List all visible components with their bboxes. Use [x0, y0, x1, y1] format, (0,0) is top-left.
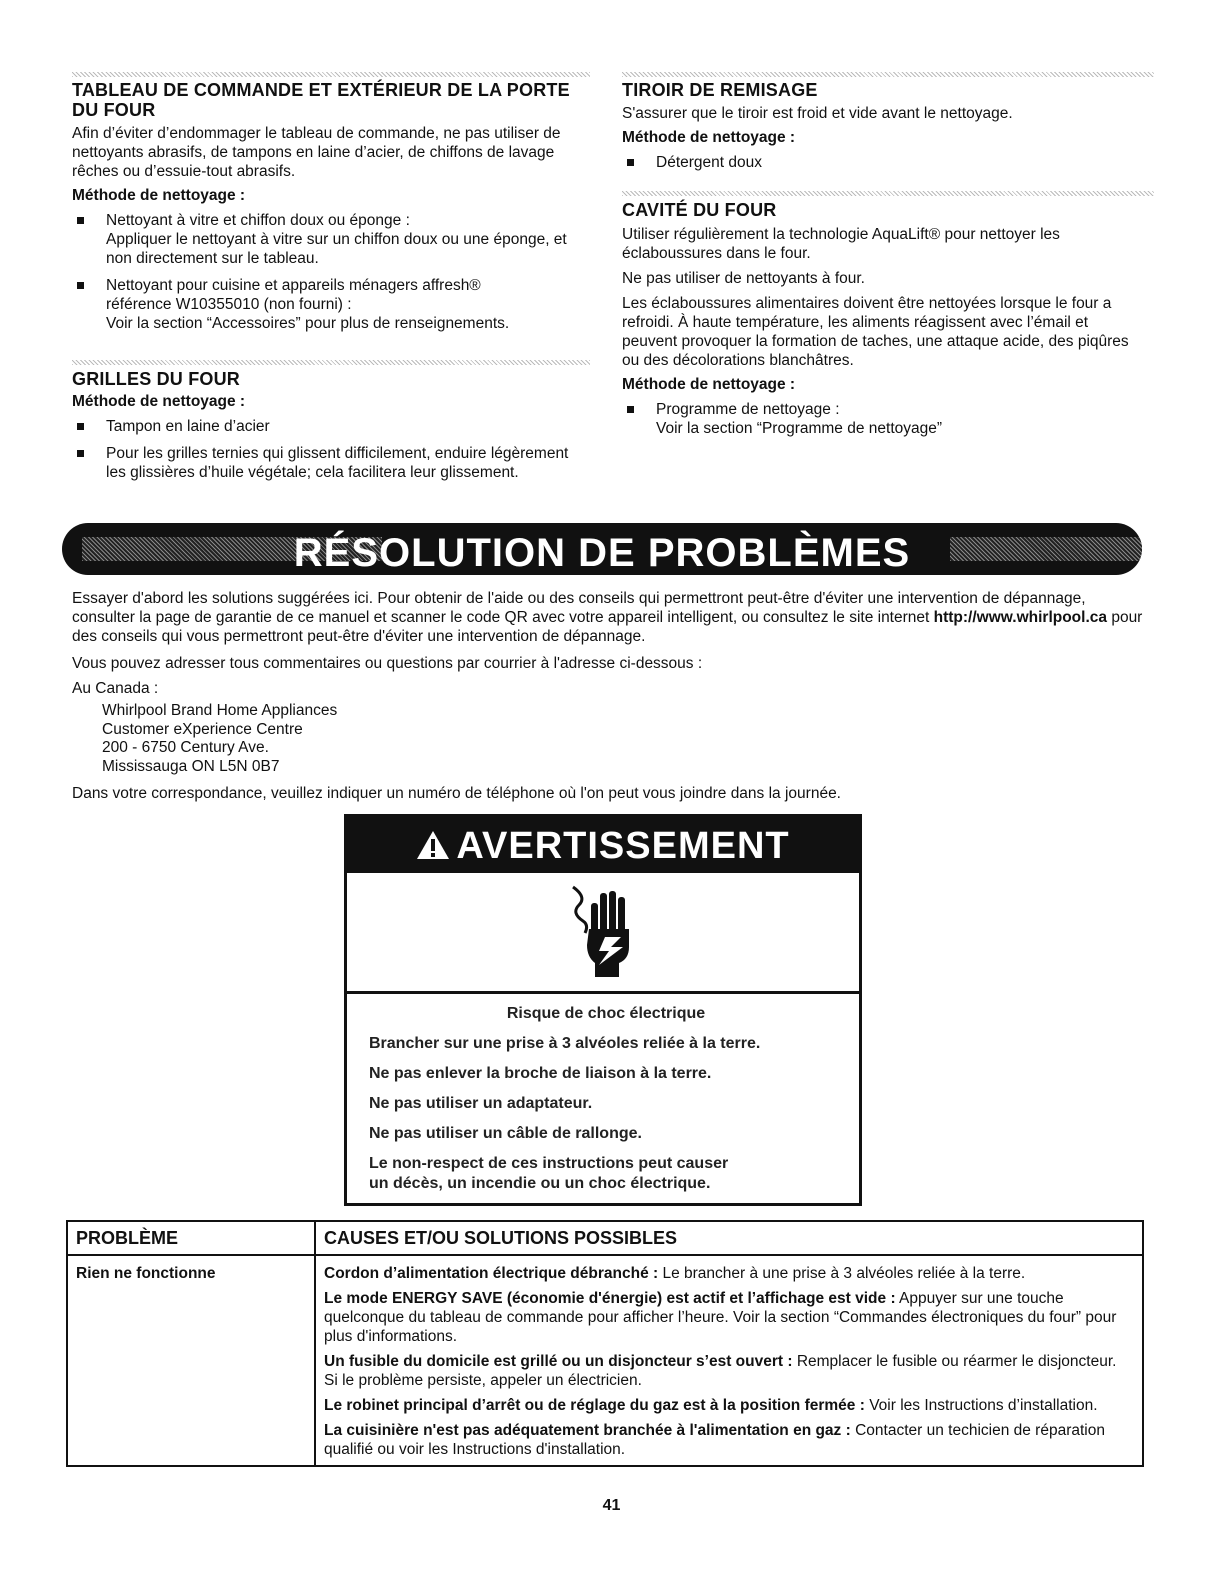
section-title-control-panel: TABLEAU DE COMMANDE ET EXTÉRIEUR DE LA PORTE DU FOUR — [72, 80, 570, 120]
warning-line: Ne pas utiliser un câble de rallonge. — [369, 1125, 642, 1142]
section-divider — [72, 360, 590, 365]
warning-header — [347, 817, 859, 873]
warning-risk: Risque de choc électrique — [506, 1005, 706, 1022]
solution-item — [324, 1264, 1134, 1283]
paragraph: Dans votre correspondance, veuillez indiquer un numéro de téléphone où l'on peut vous joindre dans la journée. — [72, 785, 841, 802]
bullet-text: Nettoyant à vitre et chiffon doux ou éponge : — [106, 212, 410, 229]
warning-line: Ne pas enlever la broche de liaison à la terre. — [369, 1065, 712, 1082]
solution-cause: Un fusible du domicile est grillé ou un disjoncteur s’est ouvert : — [324, 1353, 793, 1370]
troubleshooting-table — [66, 1220, 1144, 1467]
table-header-row — [67, 1221, 1143, 1255]
problem-cell: Rien ne fonctionne — [67, 1255, 315, 1466]
method-list — [72, 417, 590, 482]
intro-text: pour des conseils qui vous permettront peut-être d'éviter une intervention de dépannage. — [72, 609, 1143, 645]
right-column-lower — [622, 200, 1132, 446]
left-column — [72, 80, 590, 341]
list-item: Pour les grilles ternies qui glissent difficilement, enduire légèrement les glissières d’huile végétale; cela facilitera leur glissement. — [72, 444, 590, 482]
address-line: Customer eXperience Centre — [102, 720, 303, 738]
warning-box — [344, 814, 862, 1206]
section-title-oven-racks: GRILLES DU FOUR — [72, 369, 240, 389]
list-item — [622, 400, 1132, 438]
intro-text: Essayer d'abord les solutions suggérées ici. Pour obtenir de l'aide ou des conseils qui permettront peut-être d'éviter une intervention de dépannage, consulter la page de garantie de ce manuel et scanner le code QR avec votre appareil intelligent, ou consultez le site internet — [72, 590, 1086, 626]
solution-text: Le brancher à une prise à 3 alvéoles reliée à la terre. — [658, 1265, 1026, 1282]
column-header-problem: PROBLÈME — [67, 1221, 315, 1255]
solution-cause: Cordon d’alimentation électrique débranché : — [324, 1265, 659, 1282]
column-header-solutions: CAUSES ET/OU SOLUTIONS POSSIBLES — [315, 1221, 1143, 1255]
bullet-text: Voir la section “Accessoires” pour plus de renseignements. — [106, 315, 510, 332]
solution-text: Appuyer sur une touche quelconque du tableau de commande pour afficher l’heure. Voir la section “Commandes électroniques du four” pour plus d'informations. — [324, 1290, 1117, 1345]
method-list — [622, 153, 1154, 172]
warning-line-part: un décès, un incendie ou un choc électrique. — [369, 1175, 711, 1192]
website-link[interactable]: http://www.whirlpool.ca — [933, 609, 1108, 626]
page-number: 41 — [602, 1497, 621, 1514]
address-block — [72, 702, 1147, 776]
solution-item — [324, 1396, 1134, 1415]
bullet-text: Nettoyant pour cuisine et appareils ménagers affresh® — [106, 277, 481, 294]
section-divider — [622, 72, 1154, 77]
list-item: Tampon en laine d’acier — [72, 417, 590, 436]
warning-text — [347, 994, 859, 1194]
paragraph: Les éclaboussures alimentaires doivent être nettoyées lorsque le four a refroidi. À haute température, les aliments réagissent avec l’émail et peuvent provoquer la formation de taches, une attaque acide, des piqûres ou des décolorations blanchâtres. — [622, 295, 1129, 369]
method-label: Méthode de nettoyage : — [72, 187, 246, 204]
method-label: Méthode de nettoyage : — [622, 129, 796, 146]
solution-cause: Le mode ENERGY SAVE (économie d'énergie) est actif et l’affichage est vide : — [324, 1290, 896, 1307]
section-intro: S'assurer que le tiroir est froid et vide avant le nettoyage. — [622, 105, 1013, 122]
address-line: Mississauga ON L5N 0B7 — [102, 757, 280, 775]
method-label: Méthode de nettoyage : — [72, 393, 246, 410]
warning-triangle-icon — [416, 830, 450, 860]
warning-line: Brancher sur une prise à 3 alvéoles reliée à la terre. — [369, 1035, 761, 1052]
method-list — [72, 211, 590, 333]
address-line: Whirlpool Brand Home Appliances — [102, 702, 338, 719]
warning-line-part: Le non-respect de ces instructions peut causer — [369, 1155, 729, 1172]
solution-cause: La cuisinière n'est pas adéquatement branchée à l'alimentation en gaz : — [324, 1422, 851, 1439]
solutions-cell — [315, 1255, 1143, 1466]
intro-paragraph — [72, 589, 1147, 646]
solution-text: Remplacer le fusible ou réarmer le disjoncteur. Si le problème persiste, appeler un électricien. — [324, 1353, 1117, 1389]
bullet-text: référence W10355010 (non fourni) : — [106, 296, 352, 313]
solution-item — [324, 1289, 1134, 1346]
electric-shock-hand-icon — [569, 881, 639, 981]
section-divider — [72, 72, 590, 77]
warning-title: AVERTISSEMENT — [456, 825, 790, 867]
bullet-text: Appliquer le nettoyant à vitre sur un chiffon doux ou une éponge, et non directement sur le tableau. — [106, 231, 567, 267]
list-item: Détergent doux — [622, 153, 1154, 172]
method-list — [622, 400, 1132, 438]
solution-cause: Le robinet principal d’arrêt ou de réglage du gaz est à la position fermée : — [324, 1397, 865, 1414]
warning-line — [369, 1154, 843, 1194]
section-banner — [62, 523, 1142, 575]
section-title-oven-cavity: CAVITÉ DU FOUR — [622, 200, 777, 220]
solution-text: Voir les Instructions d’installation. — [864, 1397, 1098, 1414]
left-column-lower — [72, 369, 590, 490]
address-line: 200 - 6750 Century Ave. — [102, 739, 269, 756]
list-item — [72, 276, 590, 333]
method-label: Méthode de nettoyage : — [622, 376, 796, 393]
section-title-storage-drawer: TIROIR DE REMISAGE — [622, 80, 818, 100]
paragraph: Vous pouvez adresser tous commentaires ou questions par courrier à l'adresse ci-dessous : — [72, 655, 703, 672]
right-column — [622, 80, 1154, 180]
troubleshooting-intro — [72, 589, 1147, 809]
solution-item — [324, 1352, 1134, 1390]
paragraph: Utiliser régulièrement la technologie AquaLift® pour nettoyer les éclaboussures dans le four. — [622, 226, 1060, 262]
warning-icon-area — [347, 873, 859, 994]
section-divider — [622, 191, 1154, 196]
section-intro: Afin d’éviter d’endommager le tableau de commande, ne pas utiliser de nettoyants abrasifs, de tampons en laine d’acier, de chiffons de lavage rêches ou d’essuie-tout abrasifs. — [72, 125, 561, 180]
paragraph: Au Canada : — [72, 680, 159, 697]
bullet-text: Voir la section “Programme de nettoyage” — [656, 420, 943, 437]
solution-text: Contacter un techicien de réparation qualifié ou voir les Instructions d'installation. — [324, 1422, 1105, 1458]
list-item — [72, 211, 590, 268]
banner-title: RÉSOLUTION DE PROBLÈMES — [293, 531, 911, 575]
table-row — [67, 1255, 1143, 1466]
warning-line: Ne pas utiliser un adaptateur. — [369, 1095, 593, 1112]
solution-item — [324, 1421, 1134, 1459]
paragraph: Ne pas utiliser de nettoyants à four. — [622, 270, 865, 287]
bullet-text: Programme de nettoyage : — [656, 401, 840, 418]
